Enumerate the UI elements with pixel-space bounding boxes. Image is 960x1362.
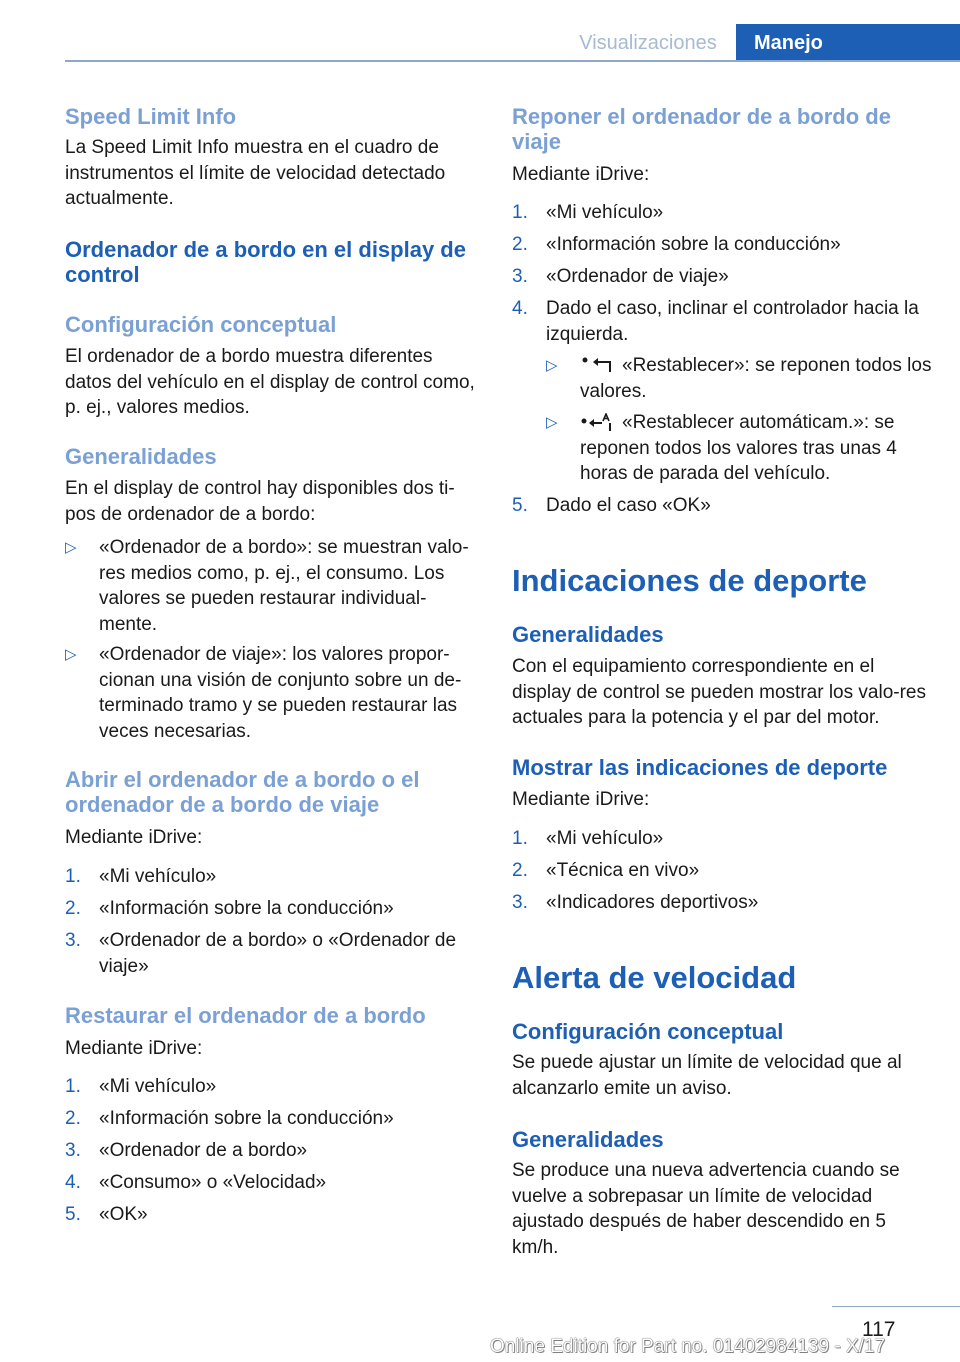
step-number: 1. <box>512 828 528 849</box>
mostrar-intro: Mediante iDrive: <box>512 789 650 810</box>
ordenador-heading: Ordenador de a bordo en el display de control <box>65 237 466 287</box>
step-text: «Ordenador de viaje» <box>546 266 729 287</box>
list-item <box>512 826 932 852</box>
list-item <box>512 232 932 258</box>
list-item <box>65 1138 480 1164</box>
step-number: 3. <box>512 892 528 913</box>
list-item <box>65 1170 480 1196</box>
list-item <box>65 1074 480 1100</box>
alerta-config-heading: Configuración conceptual <box>512 1019 784 1044</box>
alerta-general-text: Se produce una nueva advertencia cuando se vuelve a sobrepasar un límite de velocidad ajustado después de haber descendido en 5 km/h. <box>512 1160 900 1258</box>
step-text: «Información sobre la conducción» <box>99 1108 394 1129</box>
edition-watermark: Online Edition for Part no. 01402984139 - X/17 <box>490 1336 886 1357</box>
reponer-sub-bullet <box>546 410 932 487</box>
step-number: 4. <box>65 1172 81 1193</box>
step-text: «Mi vehículo» <box>99 866 217 887</box>
speed-limit-heading: Speed Limit Info <box>65 104 237 129</box>
step-text: «Indicadores deportivos» <box>546 892 759 913</box>
alerta-config-text: Se puede ajustar un límite de velocidad que al alcanzarlo emite un aviso. <box>512 1052 902 1099</box>
reponer-sub-bullet <box>546 353 932 404</box>
step-text: «Mi vehículo» <box>546 828 664 849</box>
step-number: 3. <box>65 930 81 951</box>
step-text: Dado el caso, inclinar el controlador hacia la izquierda. <box>546 298 919 345</box>
step-text: «Mi vehículo» <box>99 1076 217 1097</box>
step-number: 3. <box>512 266 528 287</box>
bullet-triangle-icon: ▷ <box>546 357 558 374</box>
alerta-heading: Alerta de velocidad <box>512 960 797 995</box>
bullet-text: «Ordenador de a bordo»: se muestran valo‐res medios como, p. ej., el consumo. Los valores se pueden restaurar individual‐mente. <box>99 537 469 635</box>
reponer-intro: Mediante iDrive: <box>512 164 650 185</box>
bullet-triangle-icon: ▷ <box>65 539 77 556</box>
header-rule <box>65 60 960 62</box>
deporte-general-heading: Generalidades <box>512 622 664 647</box>
list-item <box>512 264 932 290</box>
step-number: 2. <box>512 234 528 255</box>
step-number: 1. <box>65 866 81 887</box>
list-item <box>512 493 932 519</box>
sub-bullet-text: «Restablecer automáticam.»: se reponen todos los valores tras unas 4 horas de parada del vehículo. <box>580 412 897 484</box>
abrir-intro: Mediante iDrive: <box>65 827 203 848</box>
step-text: Dado el caso «OK» <box>546 495 711 516</box>
step-number: 5. <box>512 495 528 516</box>
list-item <box>65 864 480 890</box>
step-text: «Consumo» o «Velocidad» <box>99 1172 327 1193</box>
step-text: «Ordenador de a bordo» <box>99 1140 308 1161</box>
list-item <box>512 200 932 226</box>
step-text: «Información sobre la conducción» <box>99 898 394 919</box>
sub-bullet-text: «Restablecer»: se reponen todos los valores. <box>580 355 932 402</box>
step-text: «Información sobre la conducción» <box>546 234 841 255</box>
mostrar-heading: Mostrar las indicaciones de deporte <box>512 755 888 780</box>
reset-icon <box>580 356 612 376</box>
general-bullet <box>65 642 480 744</box>
deporte-heading: Indicaciones de deporte <box>512 563 867 598</box>
step-number: 3. <box>65 1140 81 1161</box>
general-heading: Generalidades <box>65 444 217 469</box>
auto-reset-icon <box>580 413 612 433</box>
page-number: 117 <box>862 1318 896 1341</box>
speed-limit-text: La Speed Limit Info muestra en el cuadro de instrumentos el límite de velocidad detectado actualmente. <box>65 137 446 209</box>
header-tab-visualizaciones[interactable]: Visualizaciones <box>579 32 717 54</box>
step-number: 1. <box>512 202 528 223</box>
list-item <box>512 296 932 347</box>
bullet-text: «Ordenador de viaje»: los valores propor‐cionan una visión de conjunto sobre un de‐terminado tramo y se pueden restaurar las veces necesarias. <box>99 644 462 742</box>
bullet-triangle-icon: ▷ <box>65 646 77 663</box>
list-item <box>65 928 480 979</box>
step-text: «Técnica en vivo» <box>546 860 700 881</box>
list-item <box>512 858 932 884</box>
config-text: El ordenador de a bordo muestra diferentes datos del vehículo en el display de control como, p. ej., valores medios. <box>65 346 475 418</box>
step-number: 4. <box>512 298 528 319</box>
step-text: «OK» <box>99 1204 148 1225</box>
list-item <box>65 1202 480 1228</box>
list-item <box>65 896 480 922</box>
config-heading: Configuración conceptual <box>65 312 337 337</box>
header-tab-manejo[interactable]: Manejo <box>736 24 960 62</box>
bullet-triangle-icon: ▷ <box>546 414 558 431</box>
alerta-general-heading: Generalidades <box>512 1127 664 1152</box>
step-number: 2. <box>65 898 81 919</box>
general-bullet <box>65 535 480 637</box>
deporte-general-text: Con el equipamiento correspondiente en el display de control se pueden mostrar los valo‐res actuales para la potencia y el par del motor. <box>512 656 926 728</box>
restaurar-heading: Restaurar el ordenador de a bordo <box>65 1003 426 1028</box>
general-text: En el display de control hay disponibles dos ti‐pos de ordenador de a bordo: <box>65 478 455 525</box>
step-number: 2. <box>512 860 528 881</box>
step-number: 5. <box>65 1204 81 1225</box>
reponer-heading: Reponer el ordenador de a bordo de viaje <box>512 104 891 154</box>
list-item <box>512 890 932 916</box>
abrir-heading: Abrir el ordenador de a bordo o el ordenador de a bordo de viaje <box>65 767 420 817</box>
footer-rule <box>832 1306 960 1307</box>
list-item <box>65 1106 480 1132</box>
restaurar-intro: Mediante iDrive: <box>65 1038 203 1059</box>
step-number: 2. <box>65 1108 81 1129</box>
step-text: «Mi vehículo» <box>546 202 664 223</box>
step-text: «Ordenador de a bordo» o «Ordenador de viaje» <box>99 930 457 977</box>
step-number: 1. <box>65 1076 81 1097</box>
